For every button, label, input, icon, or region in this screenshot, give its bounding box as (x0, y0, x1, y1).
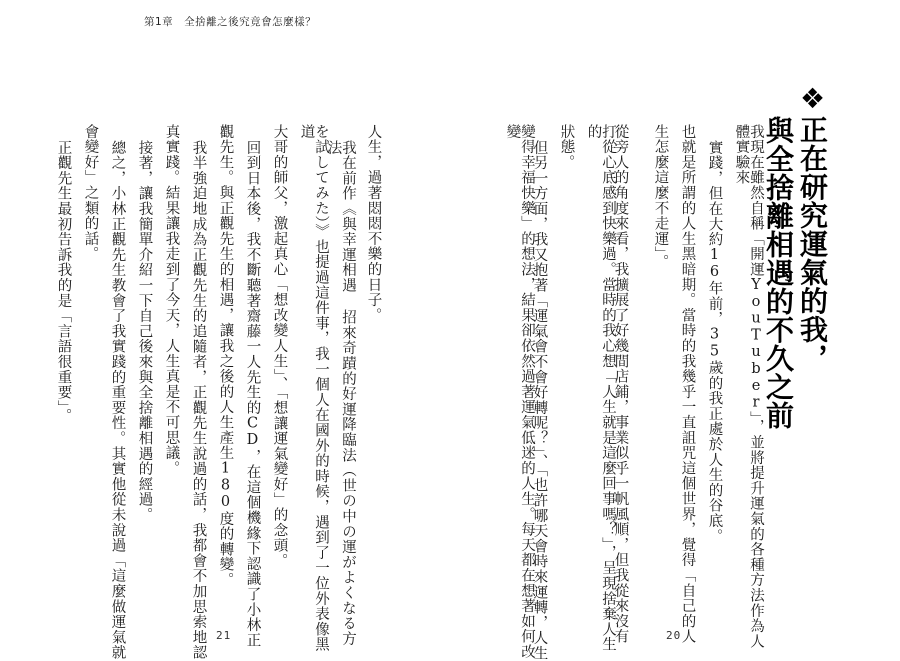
left-page-column: 正觀先生最初告訴我的是「言語很重要」。 (55, 140, 72, 424)
right-page-column: 變得幸福快樂」的想法，結果卻依然過著運氣低迷的人生。每天都在想著如何改變 (504, 124, 535, 660)
right-page-column: 從旁人的角度來看，我擴展了好幾間店鋪，事業似乎一帆風順，但我從來沒有 (612, 124, 629, 645)
left-page-column: 會變好」之類的話。 (82, 124, 99, 262)
left-page-column: 我在前作《與幸運相遇 招來奇蹟的好運降臨法（世の中の運がよくなる方法 (325, 140, 356, 647)
right-page-column: 但另一方面，我又抱著「運氣會不會好轉呢？」、「也許哪天會時來運轉，人生 (531, 140, 548, 661)
right-page-column: 也就是所謂的人生黑暗期。當時的我幾乎一直詛咒這個世界，覺得「自己的人 (679, 124, 696, 645)
left-page-column: 大哥的師父，激起真心「想改變人生」、「想讓運氣變好」的念頭。 (271, 124, 288, 569)
running-head: 第1章 全捨離之後究竟會怎麼樣？ (144, 16, 317, 28)
left-page-column: 總之，小林正觀先生教會了我實踐的重要性。其實他從未說過「這麼做運氣就 (109, 140, 126, 661)
right-page-column: 狀態。 (558, 124, 575, 170)
left-page-column: 回到日本後，我不斷聽著齋藤一人先生的CD，在這個機緣下認識了小林正 (244, 140, 261, 648)
left-page-column: 真實踐。結果讓我走到了今天，人生真是不可思議。 (163, 124, 180, 476)
left-page-column: 接著，讓我簡單介紹一下自己後來與全捨離相遇的經過。 (136, 140, 153, 523)
right-page-column: 我現在雖然自稱「開運YouTuber」，並將提升運氣的各種方法作為人體實驗來 (733, 124, 764, 649)
left-page-column: 觀先生。與正觀先生的相遇，讓我之後的人生產生180度的轉變。 (217, 124, 234, 588)
right-page-column: 生怎麼這麼不走運」。 (652, 124, 669, 270)
right-page-column: 打從心底感到快樂過。當時的我心想「人生就是這麼回事嗎？」，呈現捨棄人生的 (585, 124, 616, 653)
page-number-left: 21 (216, 629, 232, 642)
section-title-line-2: 與全捨離相遇的不久之前 (762, 116, 795, 430)
right-page-column: 實踐，但在大約16年前，35歲的我正處於人生的谷底。 (706, 140, 723, 544)
left-page-column: 我半強迫地成為正觀先生的追隨者，正觀先生說過的話，我都會不加思索地認 (190, 140, 207, 661)
left-page-column: を試してみた）》也提過這件事，我一個人在國外的時候，遇到了一位外表像黑道 (298, 124, 329, 653)
page-number-right: 20 (666, 629, 682, 642)
left-page-column: 人生，過著悶悶不樂的日子。 (365, 124, 382, 323)
section-title-line-1: ❖正在研究運氣的我， (796, 82, 829, 372)
